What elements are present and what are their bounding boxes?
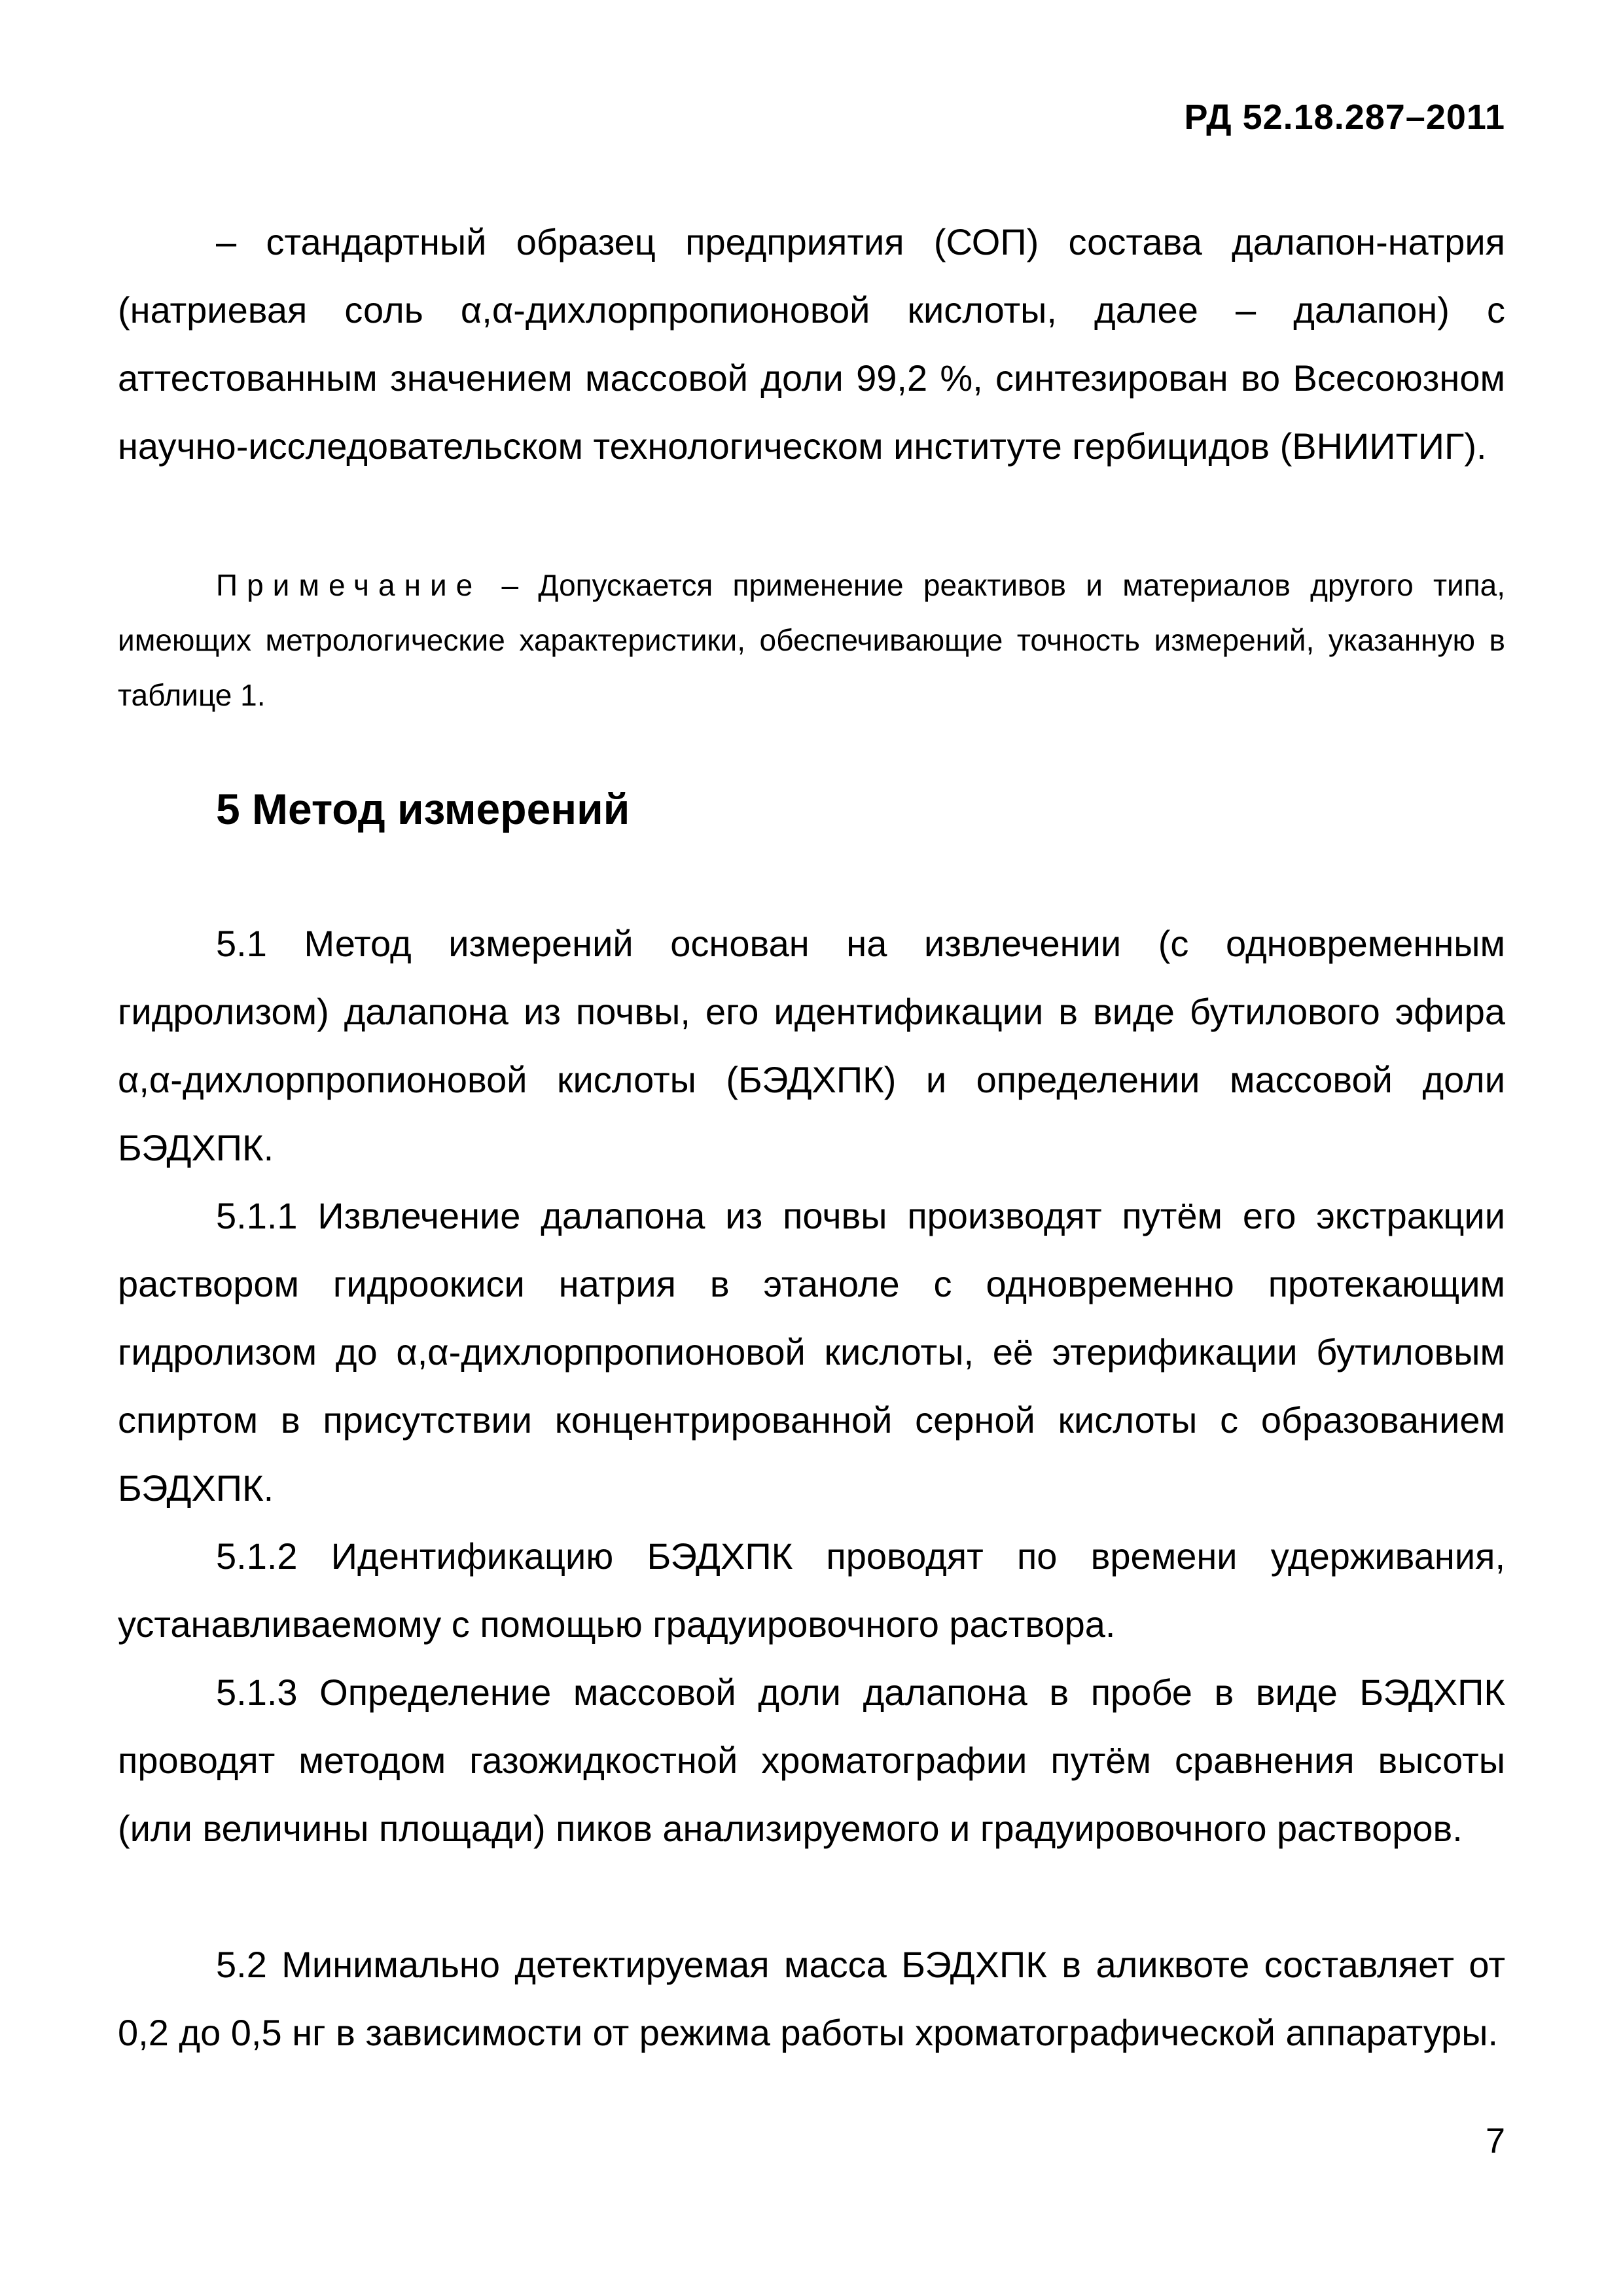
note bbox=[118, 558, 1505, 723]
paragraph-5-1-1: 5.1.1 Извлечение далапона из почвы производят путём его экстракции раствором гидроокиси натрия в этаноле с одновременно протекающим гидролизом до α,α-дихлорпропионовой кислоты, её этерификации бутиловым спиртом в присутствии концентрированной серной кислоты с образованием БЭДХПК. bbox=[118, 1195, 1505, 1509]
section-title: 5 Метод измерений bbox=[216, 785, 630, 833]
note-label: Примечание bbox=[216, 568, 482, 602]
page-number: 7 bbox=[1485, 2121, 1505, 2161]
document-code: РД 52.18.287–2011 bbox=[1184, 98, 1505, 137]
paragraph-5-1-3: 5.1.3 Определение массовой доли далапона в пробе в виде БЭДХПК проводят методом газожидкостной хроматографии путём сравнения высоты (или величины площади) пиков анализируемого и градуировочного растворов. bbox=[118, 1672, 1505, 1849]
paragraph-5-1-2: 5.1.2 Идентификацию БЭДХПК проводят по времени удерживания, устанавливаемому с помощью градуировочного раствора. bbox=[118, 1535, 1505, 1645]
reference-material-item: – стандартный образец предприятия (СОП) состава далапон-натрия (натриевая соль α,α-дихлорпропионовой кислоты, далее – далапон) с аттестованным значением массовой доли 99,2 %, синтезирован во Всесоюзном научно-исследовательском технологическом институте гербицидов (ВНИИТИГ). bbox=[118, 221, 1505, 467]
paragraph-5-1: 5.1 Метод измерений основан на извлечении (с одновременным гидролизом) далапона из почвы, его идентификации в виде бутилового эфира α,α-дихлорпропионовой кислоты (БЭДХПК) и определении массовой доли БЭДХПК. bbox=[118, 923, 1505, 1168]
note-text: – Допускается применение реактивов и материалов другого типа, имеющих метрологические характеристики, обеспечивающие точность измерений, указанную в таблице 1. bbox=[118, 568, 1505, 712]
paragraph-5-2: 5.2 Минимально детектируемая масса БЭДХПК в аликвоте составляет от 0,2 до 0,5 нг в зависимости от режима работы хроматографической аппаратуры. bbox=[118, 1944, 1505, 2053]
